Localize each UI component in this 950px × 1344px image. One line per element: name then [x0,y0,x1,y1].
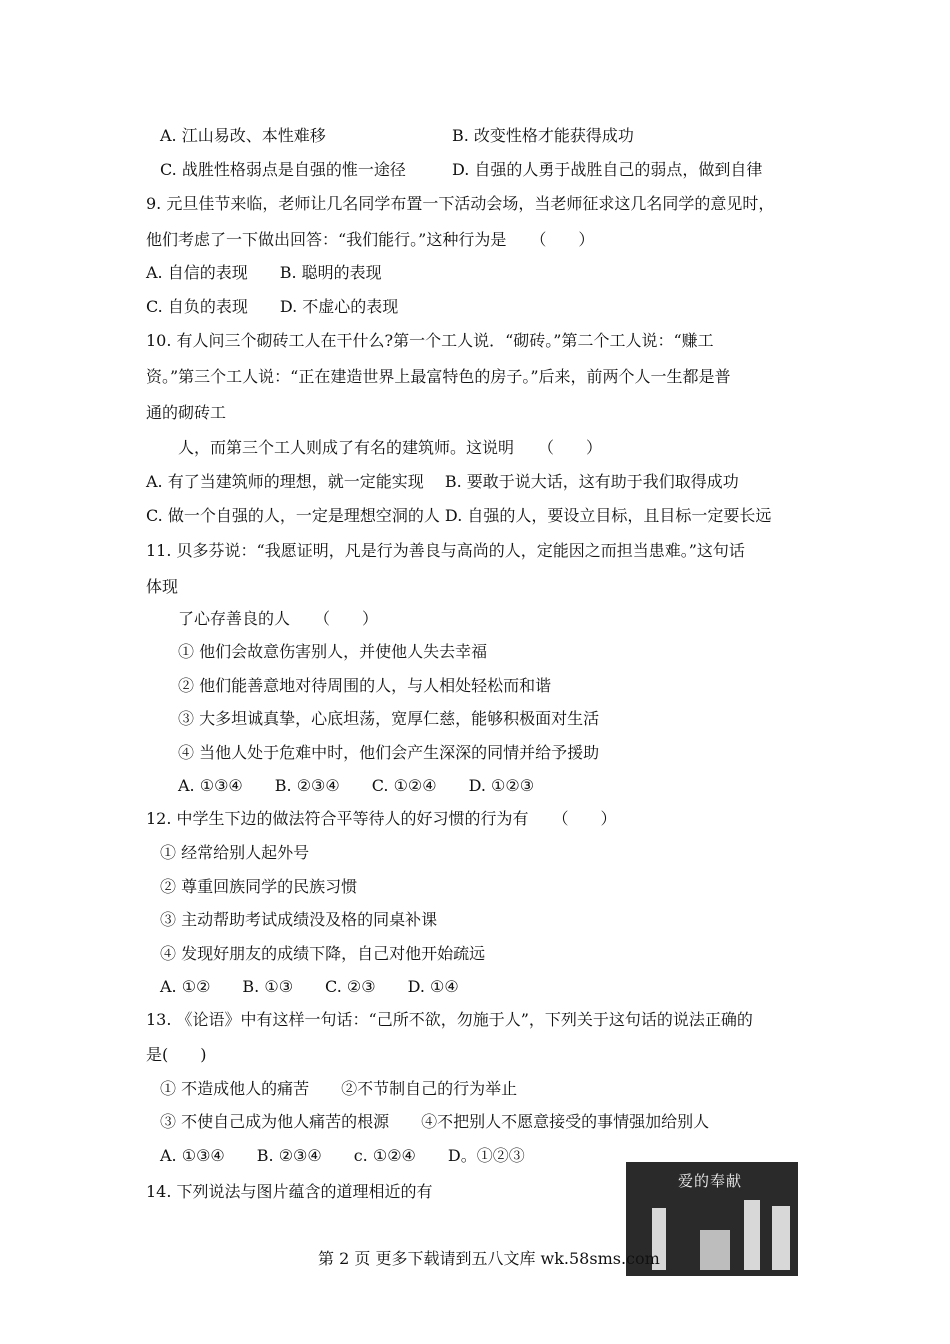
page-footer: 第 2 页 更多下载请到五八文库 wk.58sms.com [318,1249,660,1268]
q10-stem-line4: 人，而第三个工人则成了有名的建筑师。这说明 （ ） [178,438,603,457]
q11-item-2: ② 他们能善意地对待周围的人，与人相处轻松而和谐 [178,676,552,695]
q10-stem-line3: 通的砌砖工 [146,403,227,422]
q10-stem-line2: 资。”第三个工人说：“正在建造世界上最富特色的房子。”后来，前两个人一生都是普 [146,367,731,386]
q10-options-ab: A. 有了当建筑师的理想，就一定能实现 B. 要敢于说大话，这有助于我们取得成功 [146,472,739,491]
q13-options: A. ①③④ B. ②③④ c. ①②④ D。①②③ [160,1146,525,1165]
q10-stem-line1: 10. 有人问三个砌砖工人在干什么?第一个工人说．“砌砖。”第二个工人说：“赚工 [146,331,714,350]
q9-options-cd: C. 自负的表现 D. 不虚心的表现 [146,297,399,316]
q11-stem-line1: 11. 贝多芬说：“我愿证明，凡是行为善良与高尚的人，定能因之而担当患难。”这句话 [146,541,745,560]
photo-figure [772,1206,790,1270]
q12-item-3: ③ 主动帮助考试成绩没及格的同桌补课 [160,910,438,929]
q8-option-c: C. 战胜性格弱点是自强的惟一途径 [160,160,406,179]
q11-stem-line3: 了心存善良的人 （ ） [178,609,379,628]
q11-item-4: ④ 当他人处于危难中时，他们会产生深深的同情并给予援助 [178,743,600,762]
q10-options-cd: C. 做一个自强的人，一定是理想空洞的人 D. 自强的人，要设立目标，且目标一定要长远 [146,506,772,525]
q8-option-b: B. 改变性格才能获得成功 [452,126,634,145]
q9-stem-line2: 他们考虑了一下做出回答：“我们能行。”这种行为是 （ ） [146,230,595,249]
q12-stem: 12. 中学生下边的做法符合平等待人的好习惯的行为有 （ ） [146,809,617,828]
q14-stem: 14. 下列说法与图片蕴含的道理相近的有 [146,1182,433,1201]
q13-items-12: ① 不造成他人的痛苦 ②不节制自己的行为举止 [160,1079,518,1098]
q9-options-ab: A. 自信的表现 B. 聪明的表现 [146,263,382,282]
q12-item-1: ① 经常给别人起外号 [160,843,310,862]
q13-stem-line2: 是( ) [146,1045,207,1064]
q11-item-1: ① 他们会故意伤害别人，并使他人失去幸福 [178,642,488,661]
q8-option-a: A. 江山易改、本性难移 [160,126,326,145]
photo-figure [744,1200,760,1270]
q11-options: A. ①③④ B. ②③④ C. ①②④ D. ①②③ [178,776,535,795]
q11-item-3: ③ 大多坦诚真挚，心底坦荡，宽厚仁慈，能够积极面对生活 [178,709,600,728]
photo-caption: 爱的奉献 [678,1172,743,1190]
q8-option-d: D. 自强的人勇于战胜自己的弱点，做到自律 [452,160,763,179]
q9-stem-line1: 9. 元旦佳节来临，老师让几名同学布置一下活动会场，当老师征求这几名同学的意见时， [146,194,775,213]
q11-stem-line2: 体现 [146,577,179,596]
q12-item-4: ④ 发现好朋友的成绩下降，自己对他开始疏远 [160,944,486,963]
q13-items-34: ③ 不使自己成为他人痛苦的根源 ④不把别人不愿意接受的事情强加给别人 [160,1112,710,1131]
q13-stem-line1: 13. 《论语》中有这样一句话：“己所不欲，勿施于人”，下列关于这句话的说法正确的 [146,1010,753,1029]
q12-options: A. ①② B. ①③ C. ②③ D. ①④ [160,977,459,996]
photo-donation-box [700,1230,730,1270]
q12-item-2: ② 尊重回族同学的民族习惯 [160,877,358,896]
